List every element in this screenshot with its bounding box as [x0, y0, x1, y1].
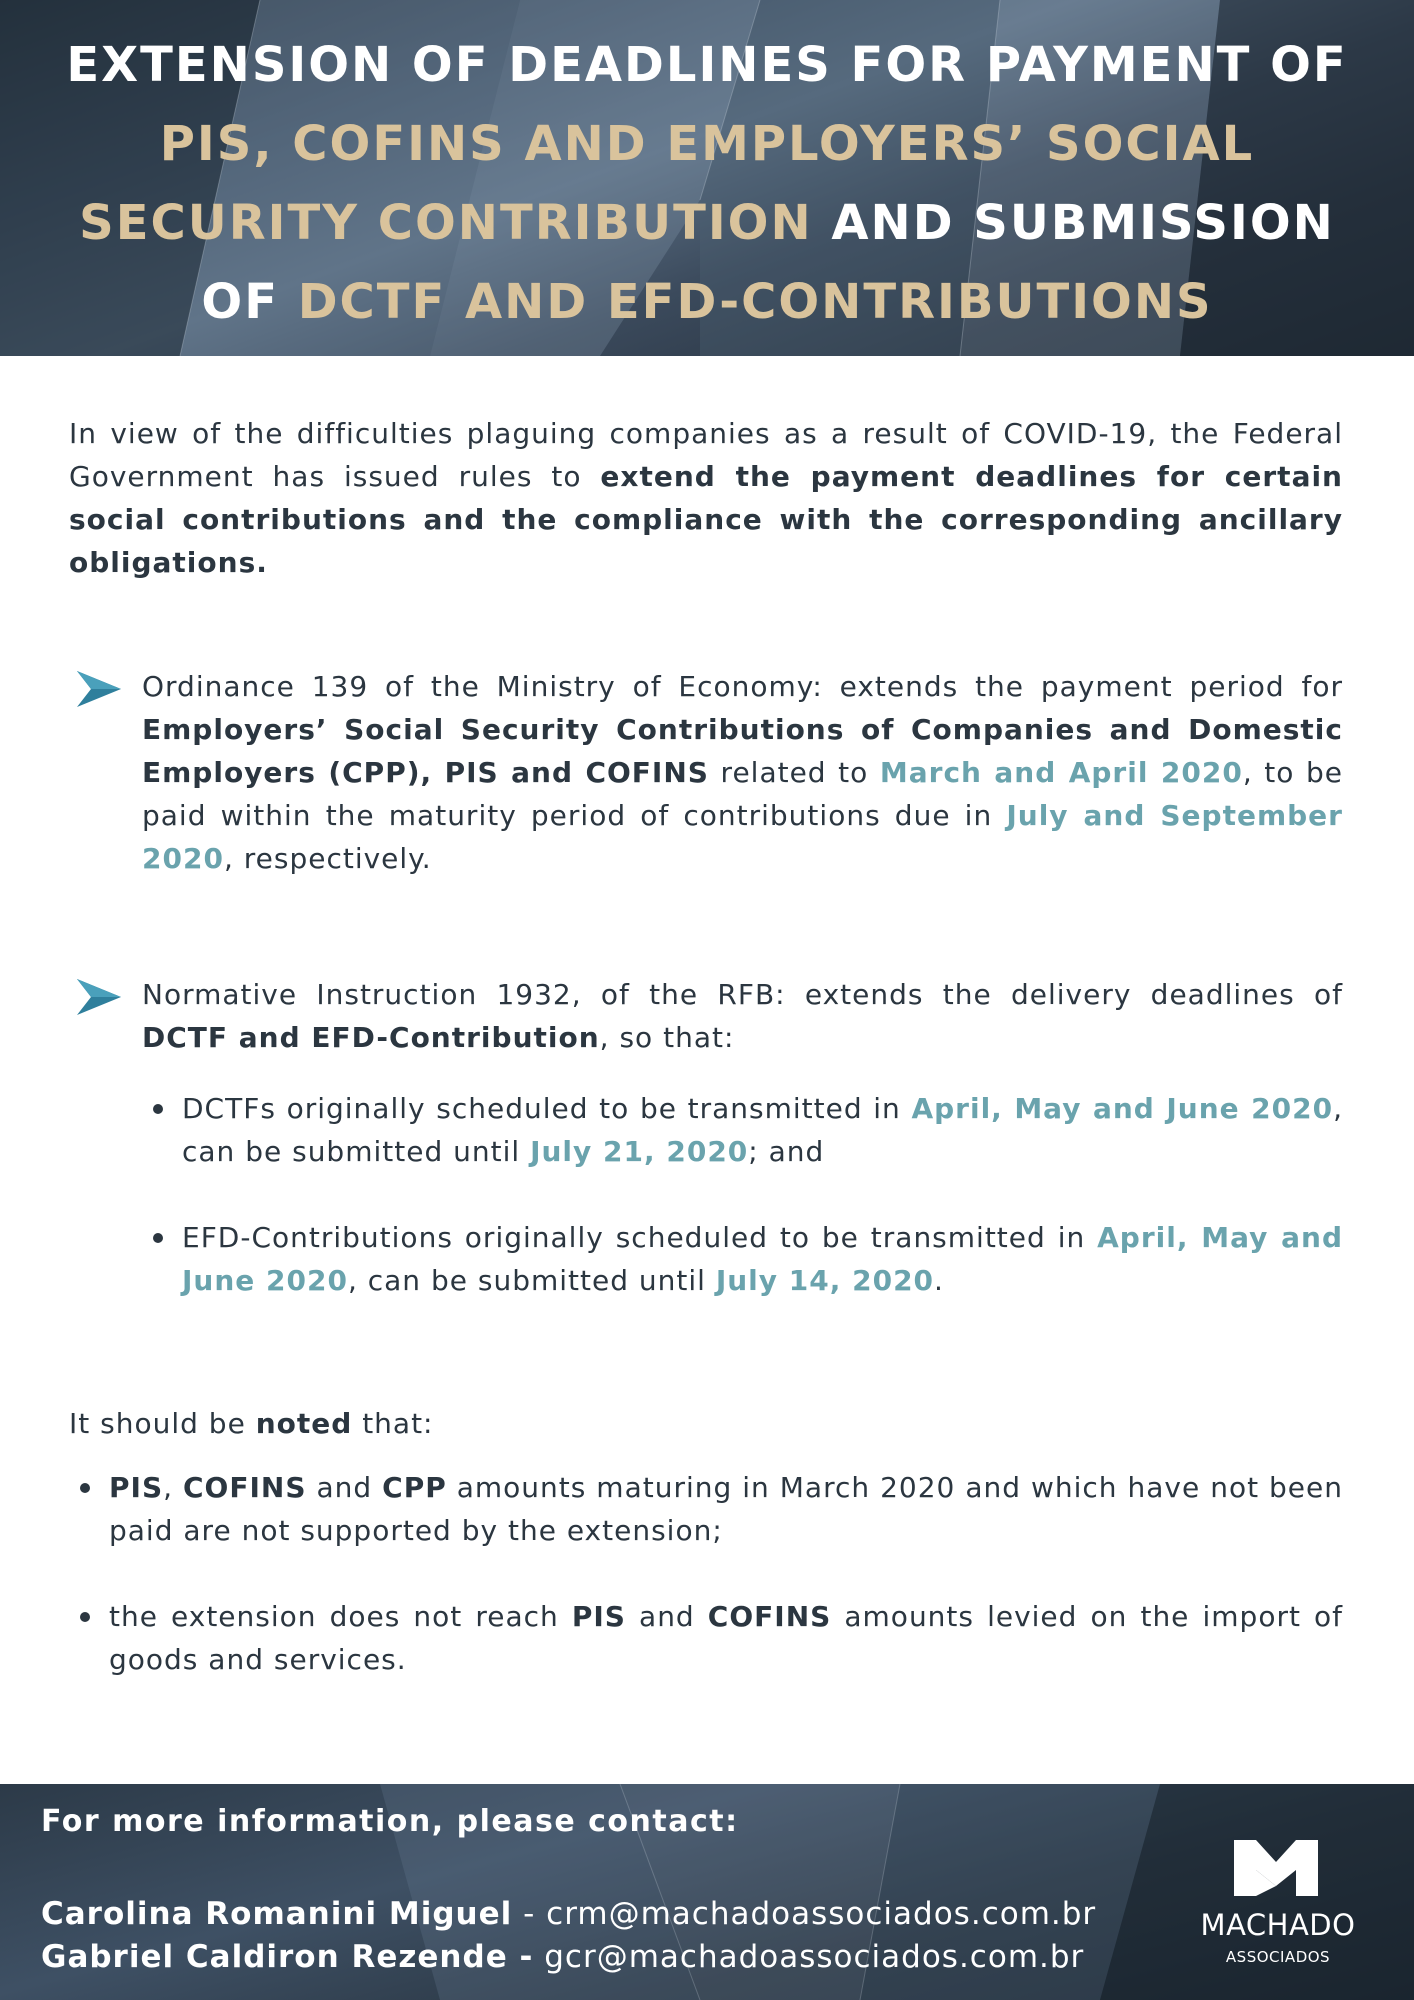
highlight-date: July 14, 2020 [715, 1264, 935, 1297]
instruction-section [69, 973, 1343, 1059]
text: , can be submitted until [182, 1092, 1343, 1168]
bold-text: Employers’ Social Security Contributions of Companies and Domestic Employers (CPP), PIS and COFINS [142, 713, 1343, 789]
text: It should be [69, 1407, 256, 1440]
text: . [934, 1264, 944, 1297]
intro-bold-text: extend the payment deadlines for certain social contributions and the compliance with the corresponding ancillary obligations. [69, 460, 1343, 579]
logo-name: MACHADO [1200, 1908, 1356, 1942]
text: amounts levied on the import of goods and services. [109, 1600, 1344, 1676]
title-line-4 [40, 263, 1374, 342]
highlight-date: April, May and June 2020 [911, 1092, 1334, 1125]
notes-list [109, 1466, 1343, 1724]
machado-logo-icon [1234, 1840, 1318, 1896]
title-line-1: EXTENSION OF DEADLINES FOR PAYMENT OF [66, 37, 1348, 93]
logo-subtitle: ASSOCIADOS [1225, 1948, 1331, 1966]
bold-text: CPP [382, 1471, 447, 1504]
text: , can be submitted until [347, 1264, 716, 1297]
bold-text: COFINS [183, 1471, 307, 1504]
company-logo [1178, 1840, 1378, 1980]
title-highlight: SECURITY CONTRIBUTION [79, 195, 813, 251]
bullet-icon [80, 1612, 90, 1622]
highlight-date: July 21, 2020 [530, 1135, 749, 1168]
contact-email-link[interactable]: gcr@machadoassociados.com.br [544, 1939, 1085, 1975]
title-highlight: DCTF AND EFD-CONTRIBUTIONS [297, 274, 1213, 330]
bold-text: DCTF and EFD-Contribution [142, 1021, 600, 1054]
text: Ordinance 139 of the Ministry of Economy: extends the payment period for [142, 670, 1343, 703]
text: , [163, 1471, 183, 1504]
list-item [182, 1216, 1343, 1302]
list-item [109, 1466, 1343, 1552]
highlight-date: March and April 2020 [879, 756, 1243, 789]
ordinance-paragraph [142, 665, 1343, 880]
contact-heading: For more information, please contact: [41, 1804, 739, 1839]
text: EFD-Contributions originally scheduled to be transmitted in [182, 1221, 1098, 1254]
bold-text: PIS [571, 1600, 626, 1633]
separator [533, 1939, 544, 1975]
header-banner [0, 0, 1414, 356]
text: ; and [748, 1135, 825, 1168]
highlight-date: April, May and June 2020 [182, 1221, 1344, 1297]
highlight-date: July and September 2020 [142, 799, 1343, 875]
text: related to [708, 756, 880, 789]
page-title [40, 26, 1374, 342]
bold-text: COFINS [707, 1600, 832, 1633]
text: the extension does not reach [109, 1600, 572, 1633]
intro-text: In view of the difficulties plaguing companies as a result of COVID-19, the Federal Government has issued rules to [69, 417, 1343, 493]
title-text: AND SUBMISSION [812, 195, 1335, 251]
text: Normative Instruction 1932, of the RFB: extends the delivery deadlines of [142, 978, 1343, 1011]
contact-name: Carolina Romanini Miguel [41, 1896, 513, 1932]
arrow-icon [77, 669, 121, 709]
arrow-icon [77, 977, 121, 1017]
title-line-2: PIS, COFINS AND EMPLOYERS’ SOCIAL [159, 116, 1255, 172]
text: and [625, 1600, 708, 1633]
text: amounts maturing in March 2020 and which have not been paid are not supported by the extension; [109, 1471, 1343, 1547]
contact-line [41, 1896, 1096, 1932]
separator: - [512, 1896, 547, 1932]
bold-text: PIS [109, 1471, 164, 1504]
title-line-3 [40, 184, 1374, 263]
contact-line [41, 1939, 1084, 1975]
contact-email-link[interactable]: crm@machadoassociados.com.br [546, 1896, 1097, 1932]
contact-footer [0, 1784, 1414, 2000]
bold-text: noted [255, 1407, 353, 1440]
bullet-icon [80, 1483, 90, 1493]
notes-heading [69, 1402, 1343, 1445]
instruction-paragraph [142, 973, 1343, 1059]
text: , so that: [599, 1021, 735, 1054]
list-item [182, 1087, 1343, 1173]
ordinance-section [69, 665, 1343, 880]
intro-paragraph [69, 412, 1343, 584]
text: , to be paid within the maturity period of contributions due in [142, 756, 1344, 832]
text: and [306, 1471, 383, 1504]
text: that: [352, 1407, 434, 1440]
title-text: OF [201, 274, 298, 330]
bullet-icon [153, 1104, 163, 1114]
contact-name: Gabriel Caldiron Rezende - [41, 1939, 534, 1975]
list-item [109, 1595, 1343, 1681]
text: DCTFs originally scheduled to be transmitted in [182, 1092, 912, 1125]
text: , respectively. [223, 842, 432, 875]
instruction-list [182, 1087, 1343, 1345]
bullet-icon [153, 1233, 163, 1243]
